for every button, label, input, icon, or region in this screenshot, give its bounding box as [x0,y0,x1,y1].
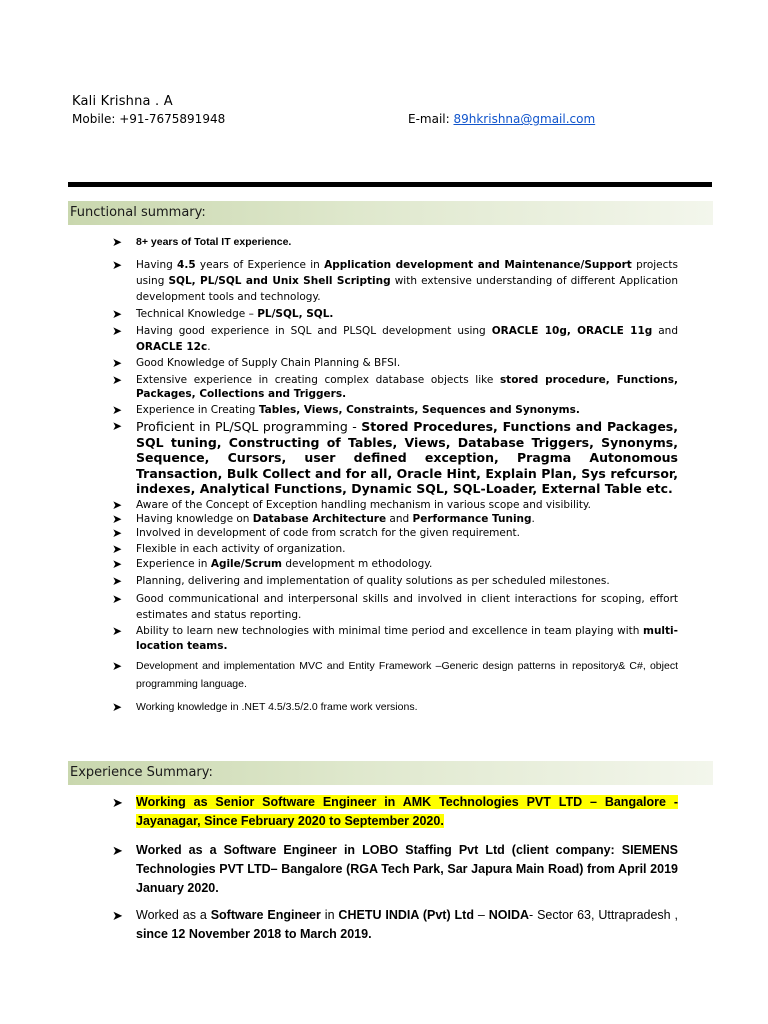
item-text [136,908,678,941]
item-text [136,660,678,690]
experience-summary-list [112,793,678,950]
text-segment: and [652,325,679,337]
list-item [112,701,678,714]
functional-summary-list [112,234,678,714]
text-segment: projects using [136,259,678,287]
text-segment: Application development and Maintenance/Support [324,259,632,271]
text-segment: Working knowledge in .NET 4.5/3.5/2.0 frame work versions. [136,701,418,713]
list-item [112,793,678,831]
list-item [112,624,678,654]
arrow-bullet-icon: ➤ [112,908,123,923]
item-text [136,795,678,828]
list-item [112,323,678,355]
text-segment: Worked as a Software Engineer in LOBO Staffing Pvt Ltd (client company: SIEMENS Technologies PVT LTD– Bangalore (RGA Tech Park, Sar Japura Main Road) from April 2019 January 2020. [136,843,678,895]
candidate-name: Kali Krishna . A [72,94,173,109]
text-segment: . [207,341,211,353]
email-block [408,112,595,126]
arrow-bullet-icon: ➤ [112,700,123,714]
arrow-bullet-icon: ➤ [112,356,123,370]
list-item [112,236,678,249]
item-text [136,843,678,895]
header-divider [68,182,712,187]
text-segment: Technical Knowledge – [136,308,258,320]
text-segment: Having good experience in SQL and PLSQL development using [136,325,492,337]
item-text [136,558,432,570]
list-item [112,404,678,417]
text-segment: Performance Tuning [412,513,532,525]
arrow-bullet-icon: ➤ [112,526,123,540]
text-segment: Experience in Creating [136,404,259,416]
list-item [112,575,678,588]
text-segment: 4.5 [177,259,196,271]
text-segment: Experience in [136,558,211,570]
text-segment: Flexible in each activity of organization. [136,543,346,555]
list-item [112,357,678,370]
text-segment: Agile/Scrum [210,558,282,570]
text-segment: . [531,513,535,525]
arrow-bullet-icon: ➤ [112,795,123,810]
text-segment: ORACLE 12c [136,341,208,353]
item-text [136,308,333,320]
arrow-bullet-icon: ➤ [112,557,123,571]
arrow-bullet-icon: ➤ [112,324,123,338]
experience-summary-heading: Experience Summary: [68,761,713,785]
text-segment: Aware of the Concept of Exception handling mechanism in various scope and visibility. [136,498,591,511]
text-segment: 8+ years of Total IT experience. [136,236,292,248]
list-item [112,498,678,513]
list-item [112,373,678,401]
list-item [112,257,678,305]
item-text [136,701,418,713]
text-segment: Good communicational and interpersonal skills and involved in client interactions for scoping, effort estimates and status reporting. [136,593,678,621]
text-segment: Tables, Views, Constraints, Sequences and Synonyms. [258,404,580,416]
text-segment: PL/SQL, SQL. [257,308,334,320]
list-item [112,308,678,321]
text-segment: years of Experience in [195,259,325,271]
list-item [112,419,678,497]
text-segment: CHETU INDIA (Pvt) Ltd [338,908,474,922]
email-label: E-mail: [408,112,454,126]
list-item [112,527,678,540]
text-segment: Proficient in PL/SQL programming - [136,419,362,434]
text-segment: with extensive understanding of different Application development tools and technology. [136,275,678,303]
text-segment: Good Knowledge of Supply Chain Planning & BFSI. [136,357,401,369]
item-text [136,419,678,496]
arrow-bullet-icon: ➤ [112,574,123,588]
text-segment: NOIDA [488,908,529,922]
arrow-bullet-icon: ➤ [112,542,123,556]
item-text [136,575,610,587]
arrow-bullet-icon: ➤ [112,419,123,433]
text-segment: multi-location teams. [136,625,678,652]
text-segment: Having knowledge on [136,513,253,525]
arrow-bullet-icon: ➤ [112,307,123,321]
text-segment: Planning, delivering and implementation of quality solutions as per scheduled milestones. [136,575,610,587]
item-text [136,543,345,555]
text-segment: – [473,908,489,922]
arrow-bullet-icon: ➤ [112,659,123,673]
list-item [112,558,678,571]
item-text [136,527,520,539]
arrow-bullet-icon: ➤ [112,512,123,526]
text-segment: and [386,513,413,525]
text-segment: Ability to learn new technologies with minimal time period and excellence in team playing with [136,625,643,637]
mobile-number: Mobile: +91-7675891948 [72,112,226,126]
text-segment: - Sector 63, Uttrapradesh , [529,908,678,922]
text-segment: Stored Procedures, Functions and Packages, SQL tuning, Constructing of Tables, Views, Database Triggers, Synonyms, Sequence, Cursors, user defined exception, Pragma Autonomous Transaction, Bulk Collect and for all, Oracle Hint, Explain Plan, Sys refcursor, indexes, Analytical Functions, Dynamic SQL, SQL-Loader, External Table etc. [136,419,678,496]
text-segment: development m ethodology. [282,558,433,570]
arrow-bullet-icon: ➤ [112,624,123,638]
text-segment: Database Architecture [252,513,387,525]
text-segment: Involved in development of code from scratch for the given requirement. [136,527,520,539]
item-text [136,259,678,303]
list-item [112,841,678,898]
text-segment: Having [136,259,178,271]
email-link[interactable]: 89hkrishna@gmail.com [453,112,596,126]
item-text [136,513,535,525]
text-segment: since 12 November 2018 to March 2019. [136,927,372,941]
text-segment: in [320,908,339,922]
list-item [112,657,678,693]
arrow-bullet-icon: ➤ [112,258,123,272]
item-text [136,593,678,621]
text-segment: Software Engineer [210,908,321,922]
text-segment: Working as Senior Software Engineer in AMK Technologies PVT LTD – Bangalore - Jayanagar, Since February 2020 to September 2020. [136,795,678,828]
item-text [136,325,678,353]
arrow-bullet-icon: ➤ [112,235,123,249]
text-segment: Worked as a [136,908,211,922]
list-item [112,513,678,526]
text-segment: SQL, PL/SQL and Unix Shell Scripting [168,275,391,287]
arrow-bullet-icon: ➤ [112,373,123,387]
text-segment: stored procedure, Functions, Packages, Collections and Triggers. [136,374,678,400]
arrow-bullet-icon: ➤ [112,403,123,417]
text-segment: Development and implementation MVC and Entity Framework –Generic design patterns in repository& C#, object programming language. [136,660,678,690]
arrow-bullet-icon: ➤ [112,592,123,606]
arrow-bullet-icon: ➤ [112,843,123,858]
item-text [136,357,400,369]
item-text [136,374,678,400]
item-text [136,236,291,248]
list-item [112,542,678,556]
item-text [136,499,591,511]
text-segment: Extensive experience in creating complex database objects like [136,374,500,386]
item-text [136,404,580,416]
text-segment: ORACLE 10g, ORACLE 11g [491,325,653,337]
list-item [112,906,678,944]
list-item [112,591,678,623]
arrow-bullet-icon: ➤ [112,497,123,512]
functional-summary-heading: Functional summary: [68,201,713,225]
item-text [136,625,678,652]
